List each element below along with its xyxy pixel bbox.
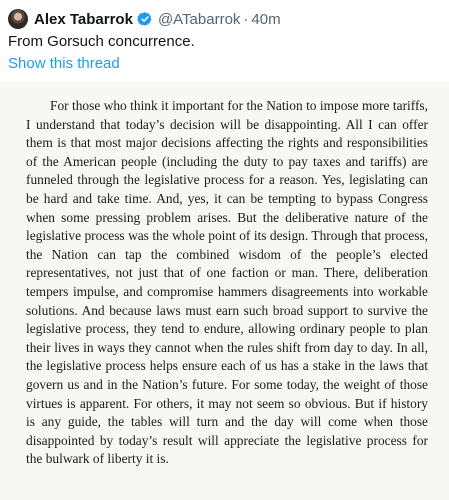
author-handle[interactable]: @ATabarrok <box>157 10 241 28</box>
verified-badge-icon <box>137 11 153 27</box>
concurrence-paragraph: For those who think it important for the Nation to impose more tariffs, I understand that today’s decision will be disappointing. All I can offer them is that most major decisions affecting the rights and responsibilities of the American people (including the duty to pay taxes and tariffs) are funneled through the legislative process for a reason. Yes, legislating can be hard and take time. And, yes, it can be tempting to bypass Congress when some pressing problem arises. But the deliberative nature of the legislative process was the whole point of its design. Through that process, the Nation can tap the combined wisdom of the people’s elected representatives, not just that of one faction or man. There, deliberation tempers impulse, and compromise hammers disagreements into workable solutions. And because laws must earn such broad support to survive the legislative process, they tend to endure, allowing ordinary people to plan their lives in ways they cannot when the rules shift from day to day. In all, the legislative process helps ensure each of us has a stake in the laws that govern us and in the Nation’s future. For some today, the weight of those virtues is apparent. For others, it may not seem so obvious. But if history is any guide, the tables will turn and the day will come when those disappointed by today’s result will appreciate the legislative process for the bulwark of liberty it is. <box>26 98 428 467</box>
attached-document-image[interactable] <box>0 82 449 500</box>
author-avatar[interactable] <box>8 9 28 29</box>
tweet-header <box>8 8 281 30</box>
show-thread-link[interactable]: Show this thread <box>8 55 120 72</box>
tweet-timestamp[interactable]: 40m <box>251 10 281 28</box>
separator-dot: · <box>243 10 249 28</box>
tweet-text: From Gorsuch concurrence. <box>8 33 195 50</box>
author-name[interactable]: Alex Tabarrok <box>34 10 133 28</box>
